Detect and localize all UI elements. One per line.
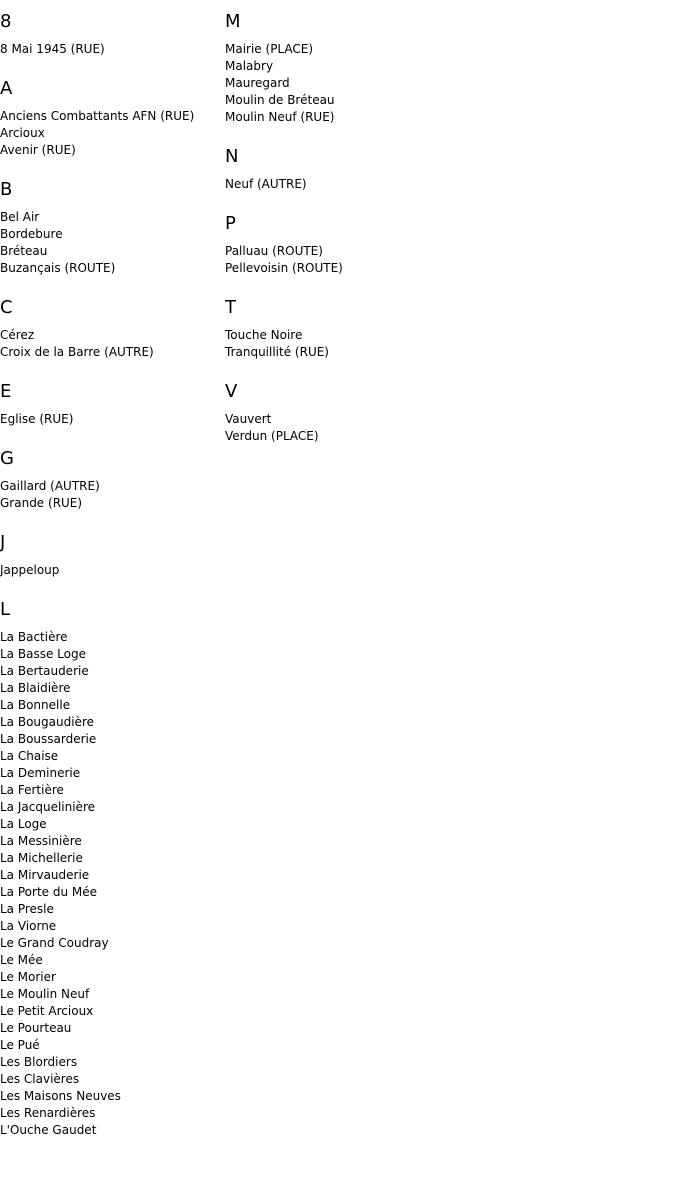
street-list-item bbox=[0, 209, 225, 226]
street-link-la-mirvauderie[interactable]: La Mirvauderie bbox=[0, 868, 90, 882]
street-link-bordebure[interactable]: Bordebure bbox=[0, 227, 63, 241]
street-list-item bbox=[0, 867, 225, 884]
street-link-la-blaidiere[interactable]: La Blaidière bbox=[0, 681, 71, 695]
street-index-right-column bbox=[225, 0, 450, 454]
letter-group-e bbox=[0, 370, 225, 437]
letter-heading: C bbox=[0, 297, 13, 318]
street-list-item bbox=[0, 1071, 225, 1088]
street-list-item bbox=[0, 765, 225, 782]
street-list-item bbox=[0, 782, 225, 799]
street-link-moulin-neuf-rue[interactable]: Moulin Neuf (RUE) bbox=[225, 110, 335, 124]
street-index-left-column bbox=[0, 0, 225, 1148]
street-link-la-fertiere[interactable]: La Fertière bbox=[0, 783, 64, 797]
street-link-pellevoisin-route[interactable]: Pellevoisin (ROUTE) bbox=[225, 261, 343, 275]
street-list-item bbox=[0, 260, 225, 277]
street-link-le-mee[interactable]: Le Mée bbox=[0, 953, 43, 967]
letter-group-t bbox=[225, 286, 450, 370]
street-list bbox=[225, 403, 450, 454]
street-list-item bbox=[225, 243, 450, 260]
letter-group-b bbox=[0, 168, 225, 286]
letter-group-g bbox=[0, 437, 225, 521]
letter-heading: B bbox=[0, 179, 13, 200]
street-link-malabry[interactable]: Malabry bbox=[225, 59, 274, 73]
street-link-la-boussarderie[interactable]: La Boussarderie bbox=[0, 732, 97, 746]
letter-group-c bbox=[0, 286, 225, 370]
street-link-le-pue[interactable]: Le Pué bbox=[0, 1038, 40, 1052]
street-link-eglise-rue[interactable]: Eglise (RUE) bbox=[0, 412, 74, 426]
street-link-mauregard[interactable]: Mauregard bbox=[225, 76, 290, 90]
street-link-l-ouche-gaudet[interactable]: L'Ouche Gaudet bbox=[0, 1123, 97, 1137]
street-link-verdun-place[interactable]: Verdun (PLACE) bbox=[225, 429, 319, 443]
street-link-la-basse-loge[interactable]: La Basse Loge bbox=[0, 647, 86, 661]
street-list-item bbox=[0, 344, 225, 361]
street-list-item bbox=[0, 1003, 225, 1020]
street-link-tranquillite-rue[interactable]: Tranquillité (RUE) bbox=[225, 345, 329, 359]
street-list-item bbox=[0, 918, 225, 935]
street-link-la-viorne[interactable]: La Viorne bbox=[0, 919, 57, 933]
street-list-item bbox=[0, 952, 225, 969]
street-list-item bbox=[225, 176, 450, 193]
street-list-item bbox=[225, 75, 450, 92]
street-list-item bbox=[0, 495, 225, 512]
street-list-item bbox=[225, 260, 450, 277]
street-link-la-michellerie[interactable]: La Michellerie bbox=[0, 851, 83, 865]
street-list-item bbox=[0, 663, 225, 680]
street-link-breteau[interactable]: Bréteau bbox=[0, 244, 48, 258]
street-link-la-jacqueliniere[interactable]: La Jacquelinière bbox=[0, 800, 95, 814]
street-link-le-moulin-neuf[interactable]: Le Moulin Neuf bbox=[0, 987, 90, 1001]
street-list-item bbox=[0, 243, 225, 260]
street-list-item bbox=[0, 748, 225, 765]
letter-heading: A bbox=[0, 78, 13, 99]
street-link-bel-air[interactable]: Bel Air bbox=[0, 210, 40, 224]
street-list-item bbox=[0, 125, 225, 142]
street-link-anciens-combattants-afn-rue[interactable]: Anciens Combattants AFN (RUE) bbox=[0, 109, 195, 123]
street-link-les-clavieres[interactable]: Les Clavières bbox=[0, 1072, 80, 1086]
street-link-la-bonnelle[interactable]: La Bonnelle bbox=[0, 698, 71, 712]
street-link-vauvert[interactable]: Vauvert bbox=[225, 412, 272, 426]
letter-group-m bbox=[225, 0, 450, 135]
street-link-8-mai-1945-rue[interactable]: 8 Mai 1945 (RUE) bbox=[0, 42, 105, 56]
letter-heading: J bbox=[0, 532, 6, 553]
street-list bbox=[225, 235, 450, 286]
street-link-avenir-rue[interactable]: Avenir (RUE) bbox=[0, 143, 76, 157]
street-link-la-messiniere[interactable]: La Messinière bbox=[0, 834, 82, 848]
street-list-item bbox=[0, 850, 225, 867]
street-link-mairie-place[interactable]: Mairie (PLACE) bbox=[225, 42, 314, 56]
letter-heading: T bbox=[225, 297, 236, 318]
street-list-item bbox=[225, 109, 450, 126]
street-list-item bbox=[0, 41, 225, 58]
street-list bbox=[0, 100, 225, 168]
street-link-croix-de-la-barre-autre[interactable]: Croix de la Barre (AUTRE) bbox=[0, 345, 154, 359]
street-list bbox=[225, 168, 450, 202]
street-list-item bbox=[0, 1105, 225, 1122]
street-list-item bbox=[0, 833, 225, 850]
street-list bbox=[0, 470, 225, 521]
street-link-grande-rue[interactable]: Grande (RUE) bbox=[0, 496, 83, 510]
street-list-item bbox=[0, 935, 225, 952]
street-list-item bbox=[0, 1054, 225, 1071]
street-list bbox=[0, 554, 225, 588]
street-list-item bbox=[225, 344, 450, 361]
street-list bbox=[225, 33, 450, 135]
street-list-item bbox=[0, 1037, 225, 1054]
street-list bbox=[0, 33, 225, 67]
letter-group-l bbox=[0, 588, 225, 1148]
street-link-la-bactiere[interactable]: La Bactière bbox=[0, 630, 68, 644]
street-link-buzancais-route[interactable]: Buzançais (ROUTE) bbox=[0, 261, 116, 275]
street-list-item bbox=[0, 969, 225, 986]
street-list-item bbox=[0, 697, 225, 714]
street-link-cerez[interactable]: Cérez bbox=[0, 328, 35, 342]
street-list-item bbox=[0, 1020, 225, 1037]
street-list-item bbox=[0, 646, 225, 663]
street-list-item bbox=[225, 58, 450, 75]
street-link-la-deminerie[interactable]: La Deminerie bbox=[0, 766, 81, 780]
street-list-item bbox=[225, 428, 450, 445]
street-link-la-loge[interactable]: La Loge bbox=[0, 817, 47, 831]
letter-group-a bbox=[0, 67, 225, 168]
street-link-moulin-de-breteau[interactable]: Moulin de Bréteau bbox=[225, 93, 335, 107]
street-list-item bbox=[0, 478, 225, 495]
street-link-la-chaise[interactable]: La Chaise bbox=[0, 749, 59, 763]
street-list-item bbox=[225, 92, 450, 109]
street-link-palluau-route[interactable]: Palluau (ROUTE) bbox=[225, 244, 323, 258]
street-list-item bbox=[0, 986, 225, 1003]
street-list-item bbox=[0, 714, 225, 731]
letter-group-n bbox=[225, 135, 450, 202]
street-list-item bbox=[0, 816, 225, 833]
street-list-item bbox=[0, 680, 225, 697]
street-list-item bbox=[0, 1122, 225, 1139]
street-link-jappeloup[interactable]: Jappeloup bbox=[0, 563, 60, 577]
street-list-item bbox=[0, 411, 225, 428]
street-link-arcioux[interactable]: Arcioux bbox=[0, 126, 45, 140]
street-list-item bbox=[0, 327, 225, 344]
street-link-le-pourteau[interactable]: Le Pourteau bbox=[0, 1021, 72, 1035]
street-list-item bbox=[0, 142, 225, 159]
street-list-item bbox=[0, 1088, 225, 1105]
street-list-item bbox=[0, 629, 225, 646]
street-link-la-bertauderie[interactable]: La Bertauderie bbox=[0, 664, 89, 678]
street-link-les-renardieres[interactable]: Les Renardières bbox=[0, 1106, 96, 1120]
letter-heading: E bbox=[0, 381, 12, 402]
letter-heading: L bbox=[0, 599, 11, 620]
letter-heading: G bbox=[0, 448, 14, 469]
street-list-item bbox=[0, 799, 225, 816]
letter-group-v bbox=[225, 370, 450, 454]
street-link-gaillard-autre[interactable]: Gaillard (AUTRE) bbox=[0, 479, 100, 493]
street-list-item bbox=[0, 562, 225, 579]
street-list bbox=[0, 621, 225, 1148]
street-link-la-porte-du-mee[interactable]: La Porte du Mée bbox=[0, 885, 97, 899]
street-link-neuf-autre[interactable]: Neuf (AUTRE) bbox=[225, 177, 307, 191]
street-list-item bbox=[0, 901, 225, 918]
letter-group-j bbox=[0, 521, 225, 588]
street-list bbox=[0, 403, 225, 437]
street-list-item bbox=[0, 108, 225, 125]
street-link-la-bougaudiere[interactable]: La Bougaudière bbox=[0, 715, 94, 729]
letter-heading: V bbox=[225, 381, 238, 402]
letter-heading: M bbox=[225, 11, 241, 32]
letter-heading: N bbox=[225, 146, 239, 167]
street-list-item bbox=[225, 411, 450, 428]
street-link-les-maisons-neuves[interactable]: Les Maisons Neuves bbox=[0, 1089, 121, 1103]
letter-heading: P bbox=[225, 213, 236, 234]
street-list bbox=[0, 319, 225, 370]
street-link-touche-noire[interactable]: Touche Noire bbox=[225, 328, 303, 342]
letter-group-p bbox=[225, 202, 450, 286]
street-link-le-grand-coudray[interactable]: Le Grand Coudray bbox=[0, 936, 109, 950]
letter-group-8 bbox=[0, 0, 225, 67]
street-link-la-presle[interactable]: La Presle bbox=[0, 902, 54, 916]
street-list bbox=[0, 201, 225, 286]
street-list-item bbox=[0, 731, 225, 748]
street-list-item bbox=[225, 41, 450, 58]
street-list-item bbox=[225, 327, 450, 344]
street-link-le-petit-arcioux[interactable]: Le Petit Arcioux bbox=[0, 1004, 94, 1018]
street-list-item bbox=[0, 884, 225, 901]
street-link-le-morier[interactable]: Le Morier bbox=[0, 970, 56, 984]
street-list bbox=[225, 319, 450, 370]
letter-heading: 8 bbox=[0, 11, 12, 32]
street-list-item bbox=[0, 226, 225, 243]
street-link-les-blordiers[interactable]: Les Blordiers bbox=[0, 1055, 78, 1069]
